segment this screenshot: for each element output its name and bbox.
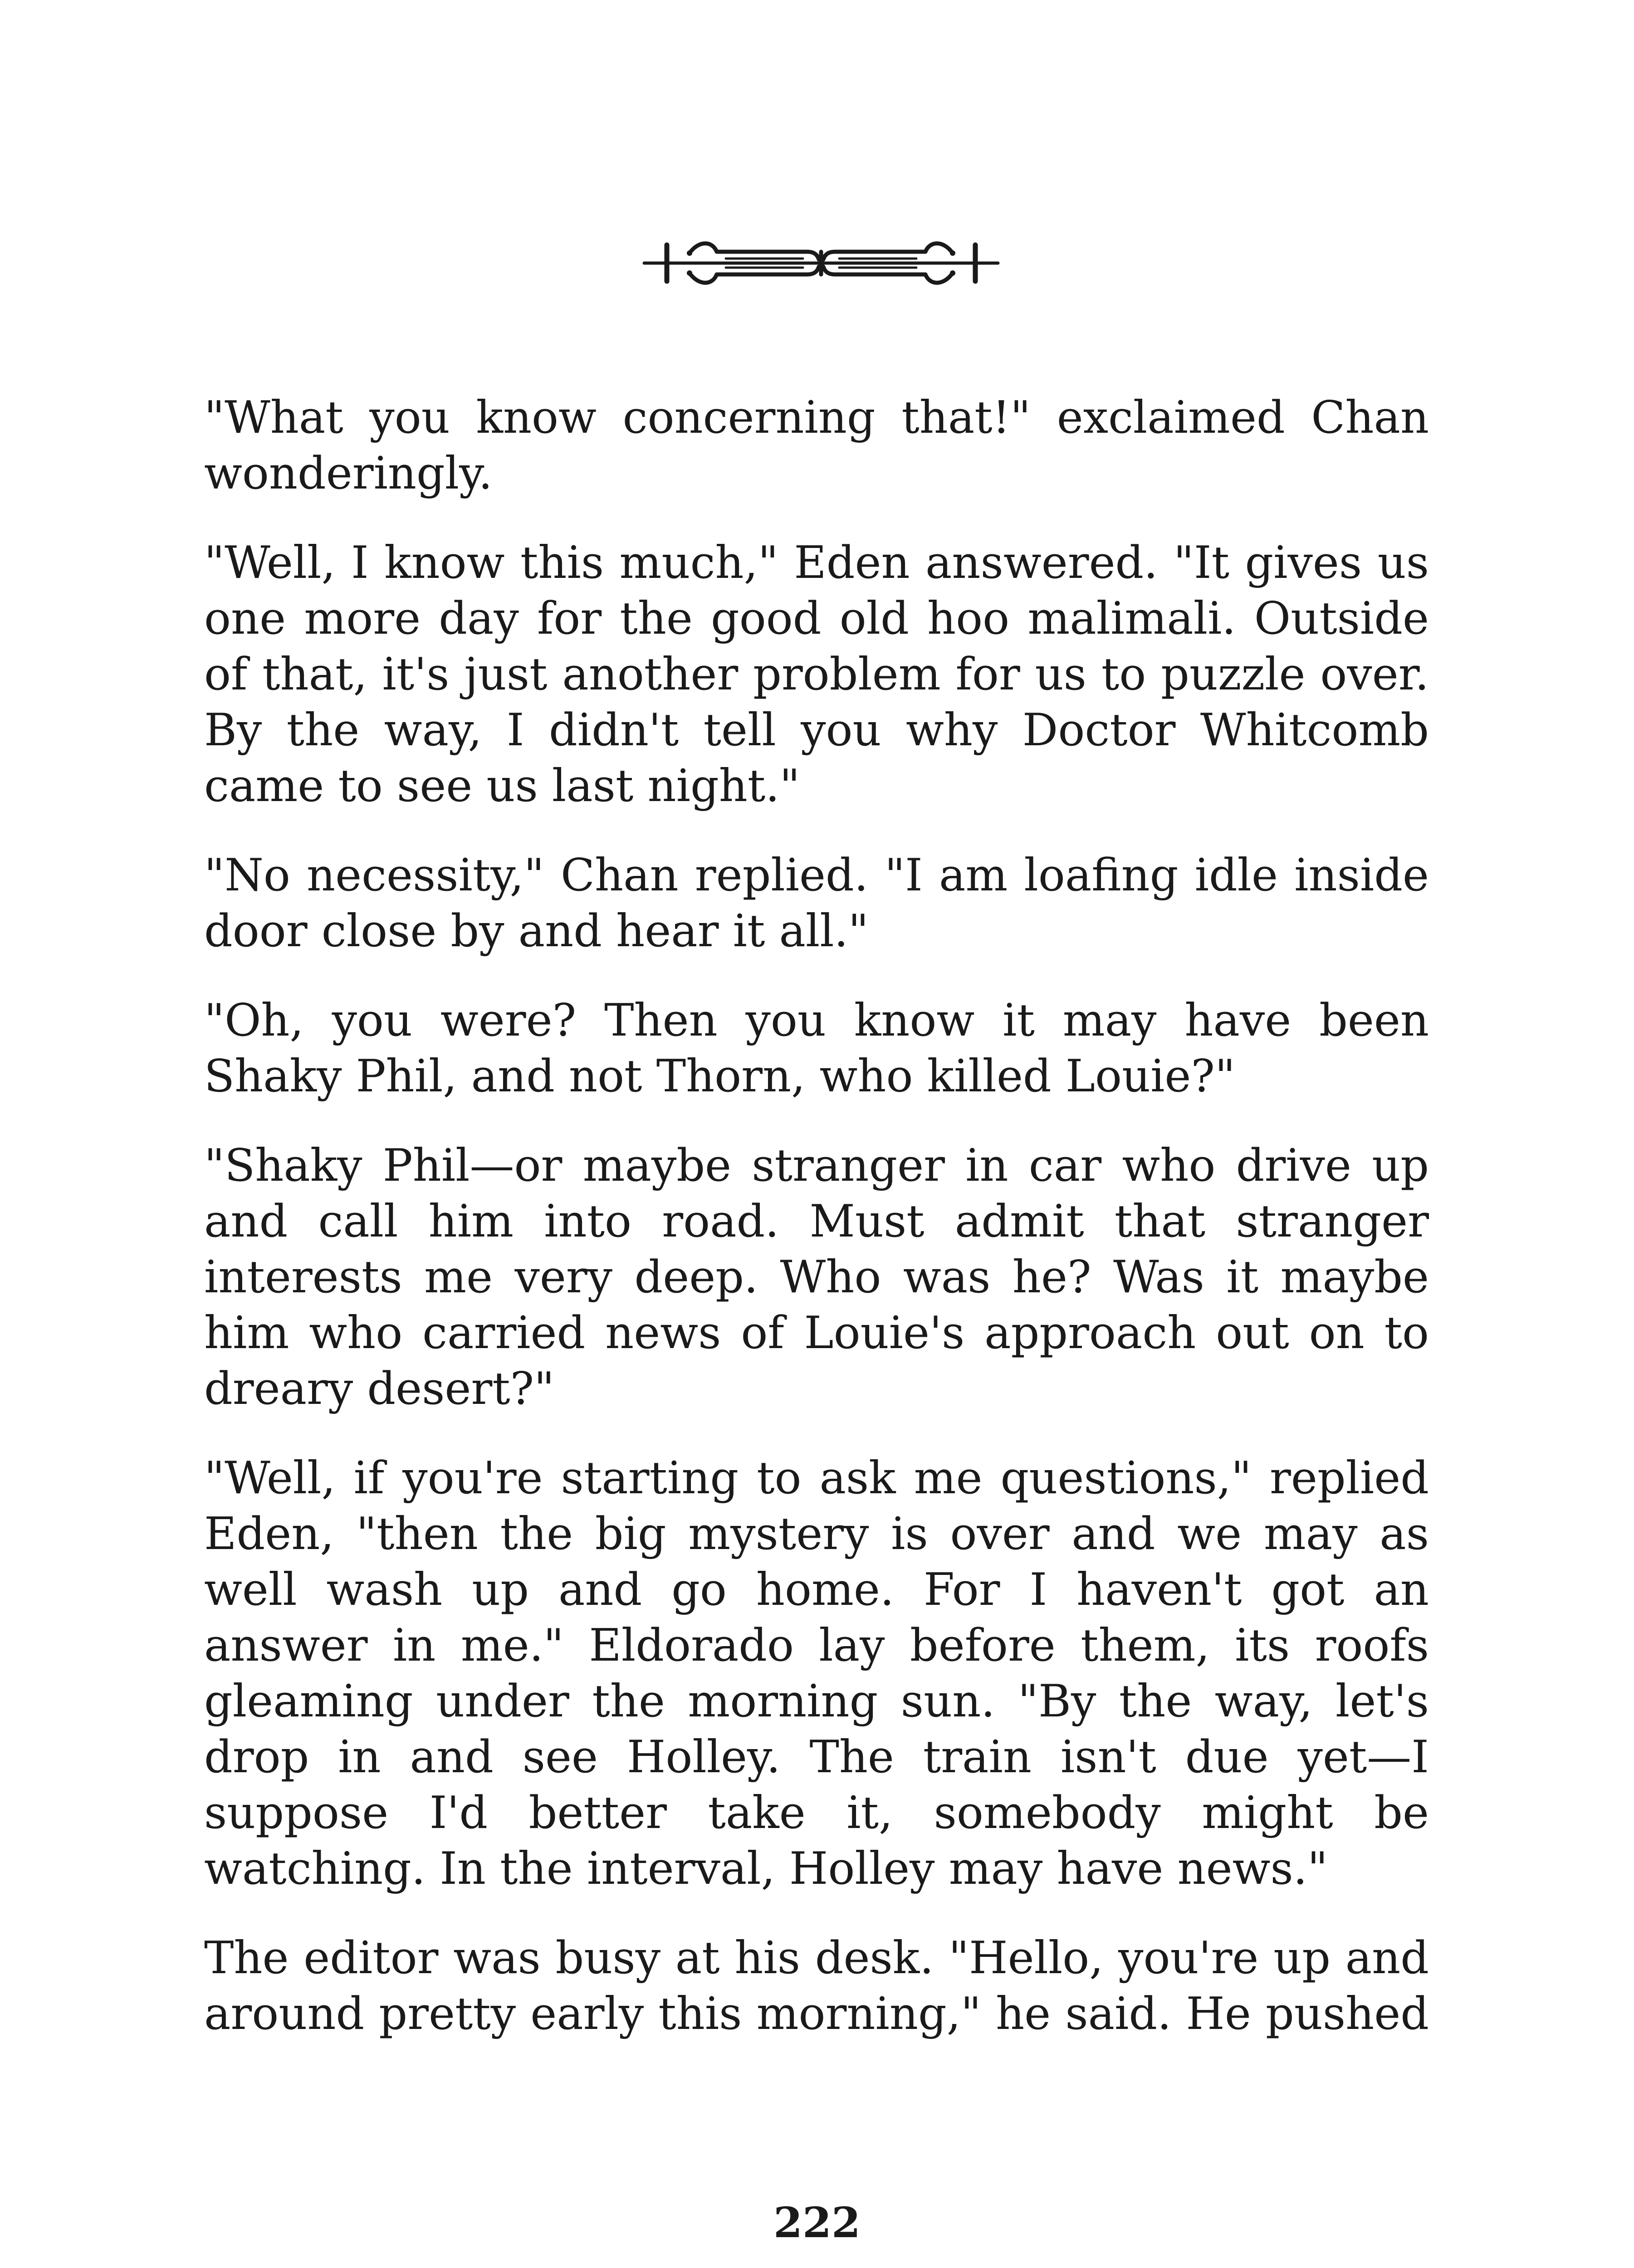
paragraph: "Shaky Phil—or maybe stranger in car who drive up and call him into road. Must admit that stranger interests me very deep. Who was he? Was it maybe him who carried news of Louie's approach out on to dreary desert?" xyxy=(204,1140,1429,1415)
paragraph: "Well, if you're starting to ask me questions," replied Eden, "then the big mystery is over and we may as well wash up and go home. For I haven't got an answer in me." Eldorado lay before them, its roofs gleaming under the morning sun. "By the way, let's drop in and see Holley. The train isn't due yet—I suppose I'd better take it, somebody might be watching. In the interval, Holley may have news." xyxy=(204,1452,1429,1895)
scroll-ornament-icon xyxy=(635,227,1007,299)
paragraph: "Well, I know this much," Eden answered. "It gives us one more day for the good old hoo malimali. Outside of that, it's just another problem for us to puzzle over. By the way, I didn't tell you why Doctor Whitcomb came to see us last night." xyxy=(204,537,1429,812)
body-text xyxy=(204,390,1429,2042)
paragraph: The editor was busy at his desk. "Hello, you're up and around pretty early this morning," he said. He pushed xyxy=(204,1932,1429,2040)
paragraph: "No necessity," Chan replied. "I am loafing idle inside door close by and hear it all." xyxy=(204,850,1429,957)
page-number: 222 xyxy=(773,2198,861,2247)
paragraph: "Oh, you were? Then you know it may have been Shaky Phil, and not Thorn, who killed Louie?" xyxy=(204,995,1429,1102)
paragraph: "What you know concerning that!" exclaimed Chan wonderingly. xyxy=(204,392,1429,499)
